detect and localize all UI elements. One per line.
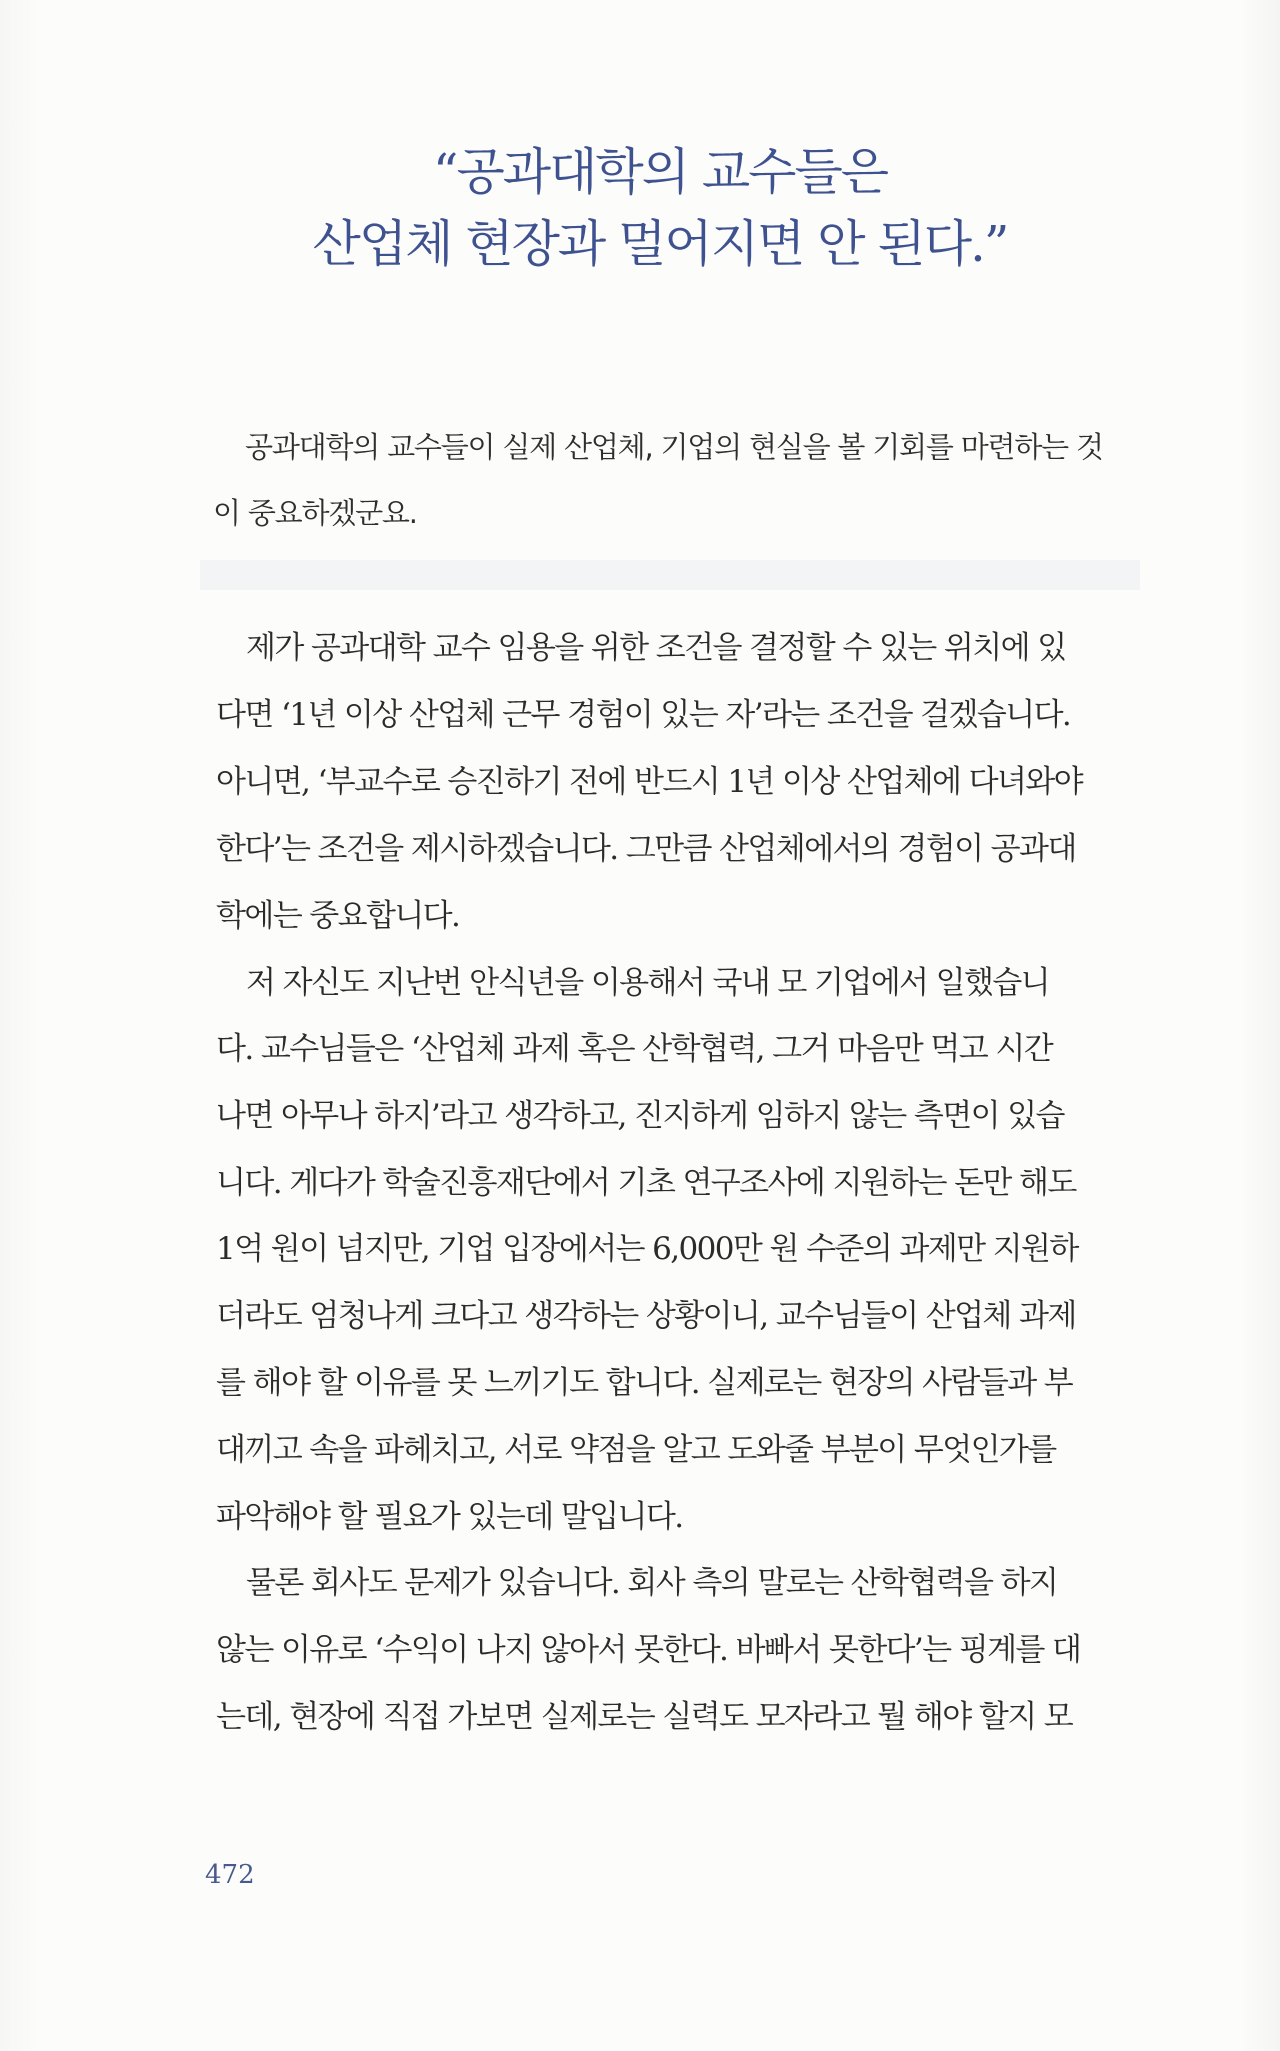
chapter-title-line-2: 산업체 현장과 멀어지면 안 된다.” [312, 215, 1008, 273]
body-line: 학에는 중요합니다. [216, 898, 460, 934]
body-line: 1억 원이 넘지만, 기업 입장에서는 6,000만 원 수준의 과제만 지원하 [216, 1231, 1078, 1267]
body-line: 대끼고 속을 파헤치고, 서로 약점을 알고 도와줄 부분이 무엇인가를 [216, 1432, 1056, 1468]
chapter-title-line-1: “공과대학의 교수들은 [432, 143, 888, 201]
question-line-1: 공과대학의 교수들이 실제 산업체, 기업의 현실을 볼 기회를 마련하는 것 [245, 430, 1103, 464]
body-line: 를 해야 할 이유를 못 느끼기도 합니다. 실제로는 현장의 사람들과 부 [216, 1365, 1073, 1401]
body-line: 다. 교수님들은 ‘산업체 과제 혹은 산학협력, 그거 마음만 먹고 시간 [216, 1031, 1053, 1067]
body-line: 니다. 게다가 학술진흥재단에서 기초 연구조사에 지원하는 돈만 해도 [216, 1165, 1076, 1201]
body-line: 는데, 현장에 직접 가보면 실제로는 실력도 모자라고 뭘 해야 할지 모 [216, 1699, 1073, 1735]
question-line-2: 이 중요하겠군요. [213, 496, 417, 530]
body-line: 제가 공과대학 교수 임용을 위한 조건을 결정할 수 있는 위치에 있 [246, 630, 1066, 666]
page-number: 472 [205, 1860, 255, 1890]
body-line: 다면 ‘1년 이상 산업체 근무 경험이 있는 자’라는 조건을 걸겠습니다. [216, 697, 1071, 733]
body-line: 더라도 엄청나게 크다고 생각하는 상황이니, 교수님들이 산업체 과제 [216, 1298, 1076, 1334]
body-line: 않는 이유로 ‘수익이 나지 않아서 못한다. 바빠서 못한다’는 핑계를 대 [216, 1632, 1081, 1668]
body-line: 아니면, ‘부교수로 승진하기 전에 반드시 1년 이상 산업체에 다녀와야 [216, 764, 1083, 800]
body-line: 저 자신도 지난번 안식년을 이용해서 국내 모 기업에서 일했습니 [246, 965, 1050, 1001]
body-line: 파악해야 할 필요가 있는데 말입니다. [216, 1499, 683, 1535]
body-line: 나면 아무나 하지’라고 생각하고, 진지하게 임하지 않는 측면이 있습 [216, 1098, 1064, 1134]
body-line: 한다’는 조건을 제시하겠습니다. 그만큼 산업체에서의 경험이 공과대 [216, 831, 1076, 867]
body-line: 물론 회사도 문제가 있습니다. 회사 측의 말로는 산학협력을 하지 [246, 1565, 1058, 1601]
scan-artifact [200, 560, 1140, 590]
